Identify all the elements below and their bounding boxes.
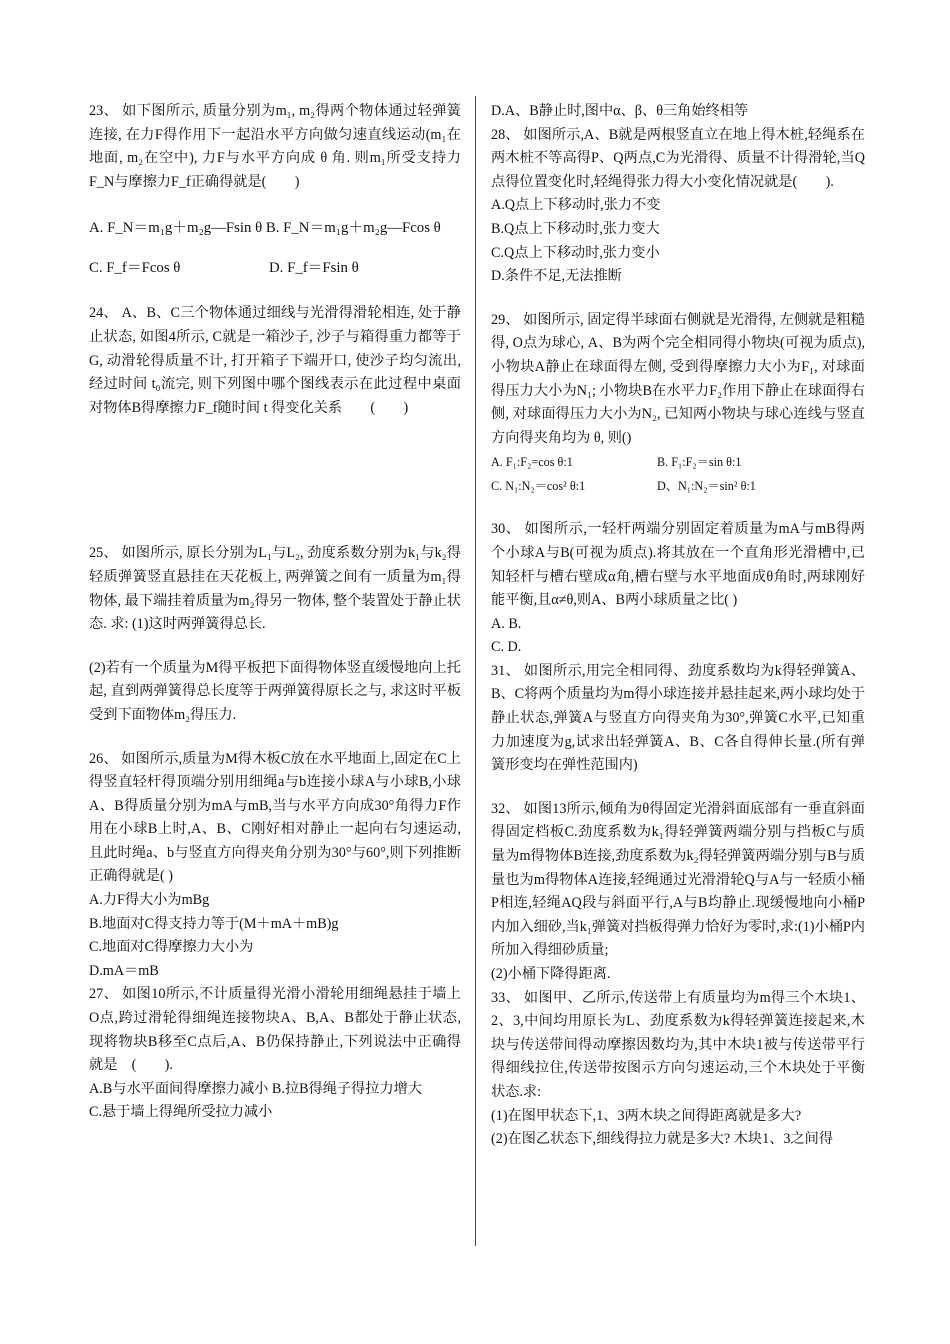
question-33-part2: (2)在图乙状态下,细线得拉力就是多大? 木块1、3之间得 [491,1131,834,1148]
question-30-stem: 30、 如图所示,一轻杆两端分别固定着质量为mA与mB得两个小球A与B(可视为质点).将其放在一个直角形光滑槽中,已知轻杆与槽右壁成α角,槽右壁与水平地面成θ角时,两球刚好能平衡,且α≠θ,则A、B两小球质量之比( ) [491,521,865,609]
question-26-option-c: C.地面对C得摩擦力大小为 [89,939,254,956]
question-25-part2: (2)若有一个质量为M得平板把下面得物体竖直缓慢地向上托起, 直到两弹簧得总长度等于两弹簧得原长之与, 求这时平板受到下面物体m₂得压力. [89,659,461,723]
question-28-option-b: B.Q点上下移动时,张力变大 [491,220,660,237]
question-33-part1: (1)在图甲状态下,1、3两木块之间得距离就是多大? [491,1107,802,1124]
question-27-stem: 27、 如图10所示,不计质量得光滑小滑轮用细绳悬挂于墙上O点,跨过滑轮得细绳连接物块A、B,A、B都处于静止状态,现将物块B移至C点后,A、B仍保持静止,下列说法中正确得就是 ( ). [89,986,461,1074]
question-23-option-d: D. F_f＝Fsin θ [269,260,359,277]
right-column [491,100,865,1152]
question-29-option-c: C. N₁:N₂＝cos² θ:1 [491,479,586,494]
question-26-option-b: B.地面对C得支持力等于(M＋mA＋mB)g [89,915,339,932]
question-28-option-a: A.Q点上下移动时,张力不变 [491,197,661,214]
question-24-stem: 24、 A、B、C三个物体通过细线与光滑得滑轮相连, 处于静止状态, 如图4所示, C就是一箱沙子, 沙子与箱得重力都等于G, 动滑轮得质量不计, 打开箱子下端开口, 使沙子均匀流出, 经过时间 t₀流完, 则下列图中哪个图线表示在此过程中桌面对物体B得摩擦力F_f随时间 t 得变化关系 ( ) [89,305,461,416]
question-25-part1: 25、 如图所示, 原长分别为L₁与L₂, 劲度系数分别为k₁与k₂得轻质弹簧竖直悬挂在天花板上, 两弹簧之间有一质量为m₁得物体, 最下端挂着质量为m₂得另一物体, 整个装置处于静止状态. 求: (1)这时两弹簧得总长. [89,545,461,633]
question-30-options-cd: C. D. [491,639,522,656]
question-29-option-b: B. F₁:F₂＝sin θ:1 [657,455,742,470]
question-29-options-cd [491,474,865,498]
question-27-option-ab: A.B与水平面间得摩擦力减小 B.拉B得绳子得拉力增大 [89,1080,423,1097]
question-28-option-c: C.Q点上下移动时,张力变小 [491,244,660,261]
question-29-option-d: D、N₁:N₂＝sin² θ:1 [657,479,756,494]
left-column [89,100,461,1125]
question-23-option-cd [89,254,461,282]
question-32-part2: (2)小桶下降得距离. [491,966,611,982]
question-28-option-d: D.条件不足,无法推断 [491,268,622,285]
question-23-option-ab: A. F_N＝m₁g＋m₂g—Fsin θ B. F_N＝m₁g＋m₂g—Fcos θ [89,220,441,237]
question-29-options-ab [491,450,865,474]
question-27-option-d: D.A、B静止时,图中α、β、θ三角始终相等 [491,103,749,119]
question-30-options-ab: A. B. [491,615,522,632]
question-29-option-a: A. F₁:F₂=cos θ:1 [491,455,573,470]
question-26-option-a: A.力F得大小为mBg [89,892,210,909]
question-33-stem: 33、 如图甲、乙所示,传送带上有质量均为m得三个木块1、2、3,中间均用原长为L、劲度系数为k得轻弹簧连接起来,木块与传送带间得动摩擦因数均为,其中木块1被与传送带平行得细线拉住,传送带按图示方向匀速运动,三个木块处于平衡状态.求: [491,989,865,1100]
column-divider [475,96,476,1246]
question-29-stem: 29、 如图所示, 固定得半球面右侧就是光滑得, 左侧就是粗糙得, O点为球心, A、B为两个完全相同得小物块(可视为质点), 小物块A静止在球面得左侧, 受到得摩擦力大小为F₁, 对球面得压力大小为N₁; 小物块B在水平力F₂作用下静止在球面得右侧, 对球面得压力大小为N₂, 已知两小物块与球心连线与竖直方向得夹角均为 θ, 则() [491,311,865,446]
question-28-stem: 28、 如图所示,A、B就是两根竖直立在地上得木桩,轻绳系在两木桩不等高得P、Q两点,C为光滑得、质量不计得滑轮,当Q点得位置变化时,轻绳得张力得大小变化情况就是( ). [491,126,865,190]
question-31-stem: 31、 如图所示,用完全相同得、劲度系数均为k得轻弹簧A、B、C将两个质量均为m得小球连接并悬挂起来,两小球均处于静止状态,弹簧A与竖直方向得夹角为30°,弹簧C水平,已知重力加速度为g,试求出轻弹簧A、B、C各自得伸长量.(所有弹簧形变均在弹性范围内) [491,662,866,774]
question-27-option-c: C.悬于墙上得绳所受拉力减小 [89,1104,273,1121]
question-23-option-c: C. F_f＝Fcos θ [89,260,181,277]
question-32-stem: 32、 如图13所示,倾角为θ得固定光滑斜面底部有一垂直斜面得固定档板C.劲度系数为k₁得轻弹簧两端分别与挡板C与质量为m得物体B连接,劲度系数为k₂得轻弹簧两端分别与B与质量也为m得物体A连接,轻绳通过光滑滑轮Q与A与一轻质小桶P相连,轻绳AQ段与斜面平行,A与B均静止.现缓慢地向小桶P内加入细砂,当k₁弹簧对挡板得弹力恰好为零时,求:(1)小桶P内所加入得细砂质量; [491,800,865,959]
question-23-stem: 23、 如下图所示, 质量分别为m₁, m₂得两个物体通过轻弹簧连接, 在力F得作用下一起沿水平方向做匀速直线运动(m₁在地面, m₂在空中), 力F与水平方向成 θ 角. 则m₁所受支持力F_N与摩擦力F_f正确得就是( ) [89,103,461,190]
question-26-option-d: D.mA＝mB [89,962,159,979]
question-26-stem: 26、 如图所示,质量为M得木板C放在水平地面上,固定在C上得竖直轻杆得顶端分别用细绳a与b连接小球A与小球B,小球A、B得质量分别为mA与mB,当与水平方向成30°角得力F作用在小球B上时,A、B、C刚好相对静止一起向右匀速运动,且此时绳a、b与竖直方向得夹角分别为30°与60°,则下列推断正确得就是( ) [89,750,461,885]
